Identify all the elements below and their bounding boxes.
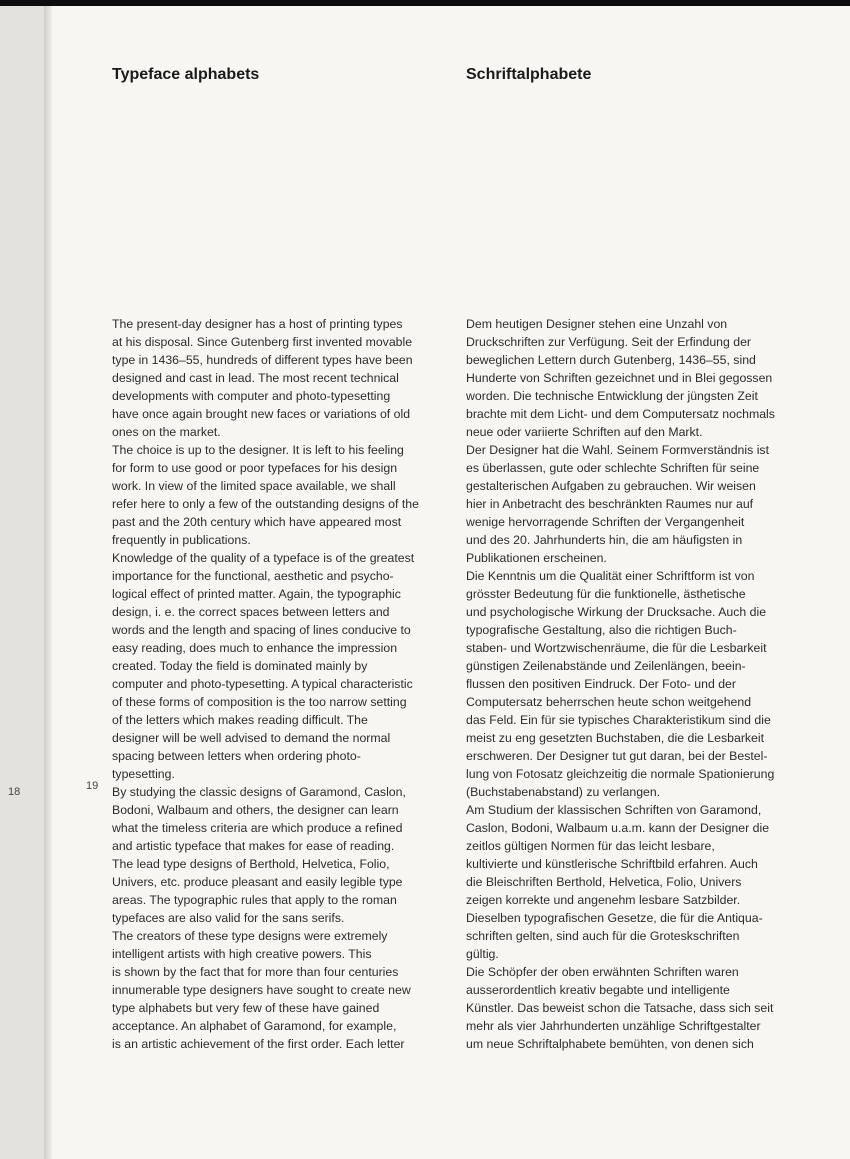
- english-line: innumerable type designers have sought to create new: [112, 983, 411, 997]
- english-line: is shown by the fact that for more than four centuries: [112, 965, 399, 979]
- english-line: computer and photo-typesetting. A typical characteristic: [112, 677, 413, 691]
- german-line: Druckschriften zur Verfügung. Seit der Erfindung der: [466, 335, 752, 349]
- english-line: frequently in publications.: [112, 533, 251, 547]
- english-column: [112, 315, 457, 1053]
- english-line: work. In view of the limited space available, we shall: [112, 479, 396, 493]
- english-line: what the timeless criteria are which produce a refined: [112, 821, 403, 835]
- english-line: is an artistic achievement of the first order. Each letter: [112, 1037, 405, 1051]
- english-line: refer here to only a few of the outstanding designs of the: [112, 497, 419, 511]
- facing-page-edge: [0, 6, 48, 1159]
- english-line: importance for the functional, aesthetic and psycho-: [112, 569, 394, 583]
- german-line: meist zu eng gesetzten Buchstaben, die die Lesbarkeit: [466, 731, 765, 745]
- english-line: The present-day designer has a host of printing types: [112, 317, 403, 331]
- german-line: mehr als vier Jahrhunderten unzählige Schriftgestalter: [466, 1019, 761, 1033]
- english-title: Typeface alphabets: [112, 66, 260, 83]
- english-line: of these forms of composition is the too narrow setting: [112, 695, 407, 709]
- german-line: Computersatz beherrschen heute schon weitgehend: [466, 695, 752, 709]
- english-line: logical effect of printed matter. Again, the typographic: [112, 587, 401, 601]
- german-line: die Bleischriften Berthold, Helvetica, Folio, Univers: [466, 875, 742, 889]
- english-line: design, i. e. the correct spaces between letters and: [112, 605, 390, 619]
- german-line: Caslon, Bodoni, Walbaum u.a.m. kann der Designer die: [466, 821, 770, 835]
- english-line: Bodoni, Walbaum and others, the designer can learn: [112, 803, 399, 817]
- english-line: The choice is up to the designer. It is left to his feeling: [112, 443, 404, 457]
- english-line: for form to use good or poor typefaces for his design: [112, 461, 398, 475]
- german-line: (Buchstabenabstand) zu verlangen.: [466, 785, 661, 799]
- english-line: spacing between letters when ordering photo-: [112, 749, 361, 763]
- english-line: type in 1436–55, hundreds of different types have been: [112, 353, 413, 367]
- german-line: kultivierte und künstlerische Schriftbild erfahren. Auch: [466, 857, 758, 871]
- english-line: words and the length and spacing of lines conducive to: [112, 623, 411, 637]
- german-line: günstigen Zeilenabstände und Zeilenlängen, beein-: [466, 659, 746, 673]
- english-line: past and the 20th century which have appeared most: [112, 515, 402, 529]
- english-line: easy reading, does much to enhance the impression: [112, 641, 398, 655]
- german-line: flussen den positiven Eindruck. Der Foto- und der: [466, 677, 736, 691]
- german-line: Hunderte von Schriften gezeichnet und in Blei gegossen: [466, 371, 773, 385]
- book-spine-shadow: [44, 6, 52, 1159]
- german-line: beweglichen Lettern durch Gutenberg, 1436–55, sind: [466, 353, 756, 367]
- german-line: hier in Anbetracht des beschränkten Raumes nur auf: [466, 497, 754, 511]
- german-line: Dieselben typografischen Gesetze, die für die Antiqua-: [466, 911, 763, 925]
- german-line: Die Kenntnis um die Qualität einer Schriftform ist von: [466, 569, 755, 583]
- english-line: ones on the market.: [112, 425, 221, 439]
- german-line: um neue Schriftalphabete bemühten, von denen sich: [466, 1037, 754, 1051]
- page-top-edge: [0, 0, 850, 6]
- german-line: Am Studium der klassischen Schriften von Garamond,: [466, 803, 762, 817]
- german-line: staben- und Wortzwischenräume, die für die Lesbarkeit: [466, 641, 767, 655]
- german-line: wenige hervorragende Schriften der Vergangenheit: [466, 515, 745, 529]
- english-line: designed and cast in lead. The most recent technical: [112, 371, 399, 385]
- german-line: zeitlos gültigen Normen für das leicht lesbare,: [466, 839, 715, 853]
- german-line: neue oder variierte Schriften auf den Markt.: [466, 425, 703, 439]
- german-line: das Feld. Ein für sie typisches Charakteristikum sind die: [466, 713, 771, 727]
- page-number-left: 18: [8, 786, 21, 798]
- english-line: Knowledge of the quality of a typeface is of the greatest: [112, 551, 415, 565]
- english-line: designer will be well advised to demand the normal: [112, 731, 391, 745]
- german-line: und des 20. Jahrhunderts hin, die am häufigsten in: [466, 533, 743, 547]
- english-line: typesetting.: [112, 767, 175, 781]
- german-line: und psychologische Wirkung der Drucksache. Auch die: [466, 605, 767, 619]
- english-line: have once again brought new faces or variations of old: [112, 407, 411, 421]
- german-line: typografische Gestaltung, also die richtigen Buch-: [466, 623, 737, 637]
- german-line: schriften gelten, sind auch für die Groteskschriften: [466, 929, 740, 943]
- english-line: of the letters which makes reading difficult. The: [112, 713, 368, 727]
- german-line: Dem heutigen Designer stehen eine Unzahl von: [466, 317, 728, 331]
- english-line: The creators of these type designs were extremely: [112, 929, 388, 943]
- english-line: type alphabets but very few of these have gained: [112, 1001, 380, 1015]
- english-line: acceptance. An alphabet of Garamond, for example,: [112, 1019, 397, 1033]
- english-line: Univers, etc. produce pleasant and easily legible type: [112, 875, 403, 889]
- english-line: areas. The typographic rules that apply to the roman: [112, 893, 397, 907]
- german-line: gestalterischen Aufgaben zu gebrauchen. Wir weisen: [466, 479, 756, 493]
- english-line: and artistic typeface that makes for ease of reading.: [112, 839, 395, 853]
- german-line: zeigen korrekte und angenehm lesbare Satzbilder.: [466, 893, 741, 907]
- english-line: intelligent artists with high creative powers. This: [112, 947, 372, 961]
- german-line: Publikationen erscheinen.: [466, 551, 607, 565]
- page-number-right: 19: [86, 780, 99, 792]
- german-line: es überlassen, gute oder schlechte Schriften für seine: [466, 461, 760, 475]
- german-line: Die Schöpfer der oben erwähnten Schriften waren: [466, 965, 739, 979]
- german-line: Der Designer hat die Wahl. Seinem Formverständnis ist: [466, 443, 769, 457]
- english-line: created. Today the field is dominated mainly by: [112, 659, 368, 673]
- english-line: The lead type designs of Berthold, Helvetica, Folio,: [112, 857, 390, 871]
- german-line: Künstler. Das beweist schon die Tatsache, dass sich seit: [466, 1001, 774, 1015]
- german-line: grösster Bedeutung für die funktionelle, ästhetische: [466, 587, 746, 601]
- english-line: at his disposal. Since Gutenberg first invented movable: [112, 335, 413, 349]
- german-line: ausserordentlich kreativ begabte und intelligente: [466, 983, 730, 997]
- english-line: By studying the classic designs of Garamond, Caslon,: [112, 785, 406, 799]
- german-line: erschweren. Der Designer tut gut daran, bei der Bestel-: [466, 749, 768, 763]
- english-line: typefaces are also valid for the sans serifs.: [112, 911, 345, 925]
- german-title: Schriftalphabete: [466, 66, 592, 83]
- german-line: brachte mit dem Licht- und dem Computersatz nochmals: [466, 407, 775, 421]
- german-line: worden. Die technische Entwicklung der jüngsten Zeit: [466, 389, 758, 403]
- german-line: lung von Fotosatz gleichzeitig die normale Spationierung: [466, 767, 775, 781]
- english-line: developments with computer and photo-typesetting: [112, 389, 391, 403]
- german-line: gültig.: [466, 947, 499, 961]
- german-column: [466, 315, 816, 1053]
